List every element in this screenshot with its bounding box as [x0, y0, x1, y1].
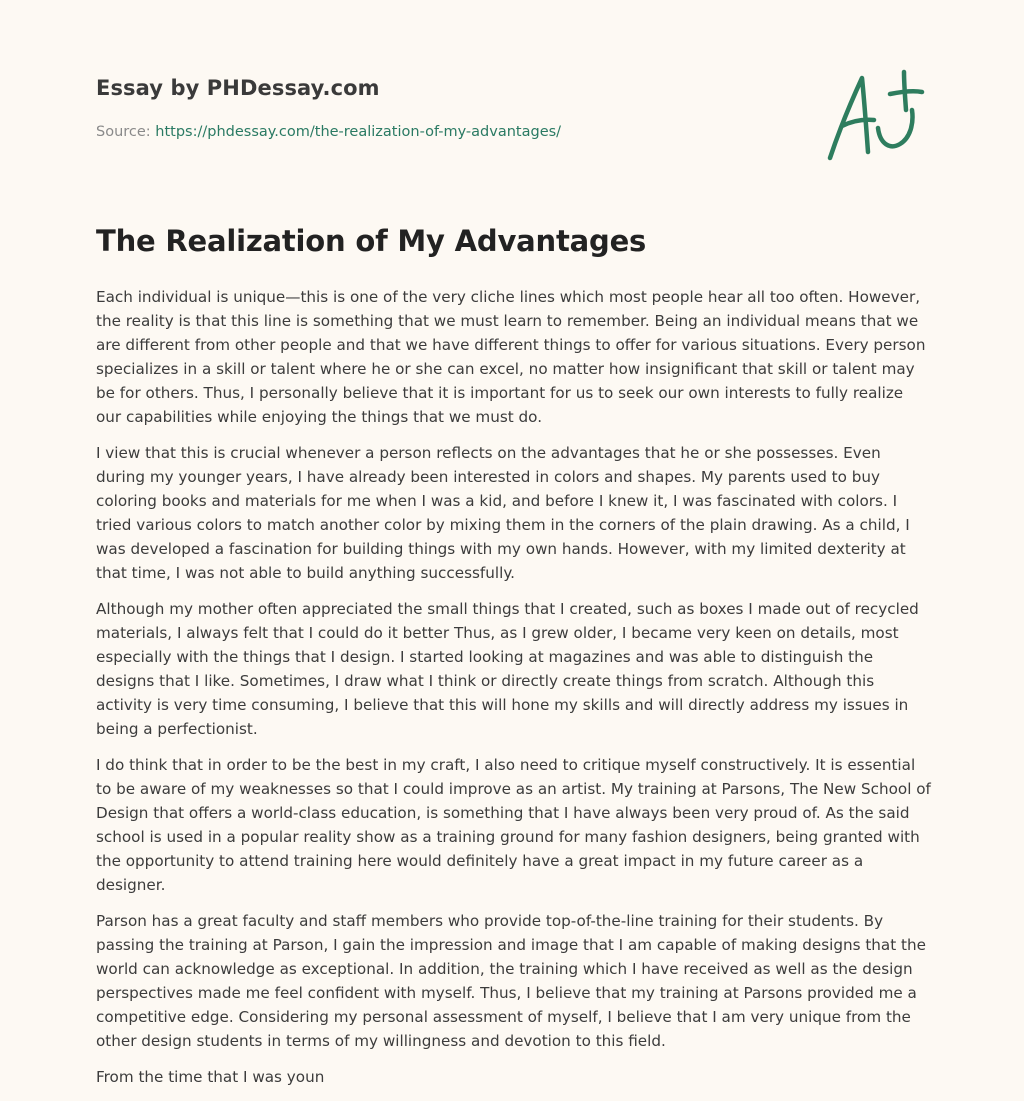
essay-title: The Realization of My Advantages	[96, 224, 647, 258]
source-label: Source:	[96, 124, 151, 140]
essay-paragraph: Parson has a great faculty and staff members who provide top-of-the-line training for their students. By passing the training at Parson, I gain the impression and image that I am capable of making designs that the world can acknowledge as exceptional. In addition, the training which I have received as well as the design perspectives made me feel confident with myself. Thus, I believe that my training at Parsons provided me a competitive edge. Considering my personal assessment of myself, I believe that I am very unique from the other design students in terms of my willingness and devotion to this field.	[96, 912, 926, 1050]
essay-paragraph: I do think that in order to be the best in my craft, I also need to critique myself constructively. It is essential to be aware of my weaknesses so that I could improve as an artist. My training at Parsons, The New School of Design that offers a world-class education, is something that I have always been very proud of. As the said school is used in a popular reality show as a training ground for many fashion designers, being granted with the opportunity to attend training here would definitely have a great impact in my future career as a designer.	[96, 756, 931, 894]
essay-paragraph: Although my mother often appreciated the small things that I created, such as boxes I made out of recycled materials, I always felt that I could do it better Thus, as I grew older, I became very keen on details, most especially with the things that I design. I started looking at magazines and was able to distinguish the designs that I like. Sometimes, I draw what I think or directly create things from scratch. Although this activity is very time consuming, I believe that this will hone my skills and will directly address my issues in being a perfectionist.	[96, 600, 919, 738]
essay-paragraph: I view that this is crucial whenever a person reflects on the advantages that he or she possesses. Even during my younger years, I have already been interested in colors and shapes. My parents used to buy coloring books and materials for me when I was a kid, and before I knew it, I was fascinated with colors. I tried various colors to match another color by mixing them in the corners of the plain drawing. As a child, I was developed a fascination for building things with my own hands. However, with my limited dexterity at that time, I was not able to build anything successfully.	[96, 444, 910, 582]
essay-paragraph: From the time that I was youn	[96, 1068, 325, 1086]
essay-paragraph: Each individual is unique—this is one of the very cliche lines which most people hear all too often. However, the reality is that this line is something that we must learn to remember. Being an individual means that we are different from other people and that we have different things to offer for various situations. Every person specializes in a skill or talent where he or she can excel, no matter how insignificant that skill or talent may be for others. Thus, I personally believe that it is important for us to seek our own interests to fully realize our capabilities while enjoying the things that we must do.	[96, 288, 926, 426]
site-title: Essay by PHDessay.com	[96, 76, 380, 100]
a-plus-grade-icon	[824, 68, 928, 164]
essay-body	[96, 285, 932, 1101]
source-line	[96, 124, 561, 140]
source-link[interactable]: https://phdessay.com/the-realization-of-my-advantages/	[155, 124, 562, 140]
